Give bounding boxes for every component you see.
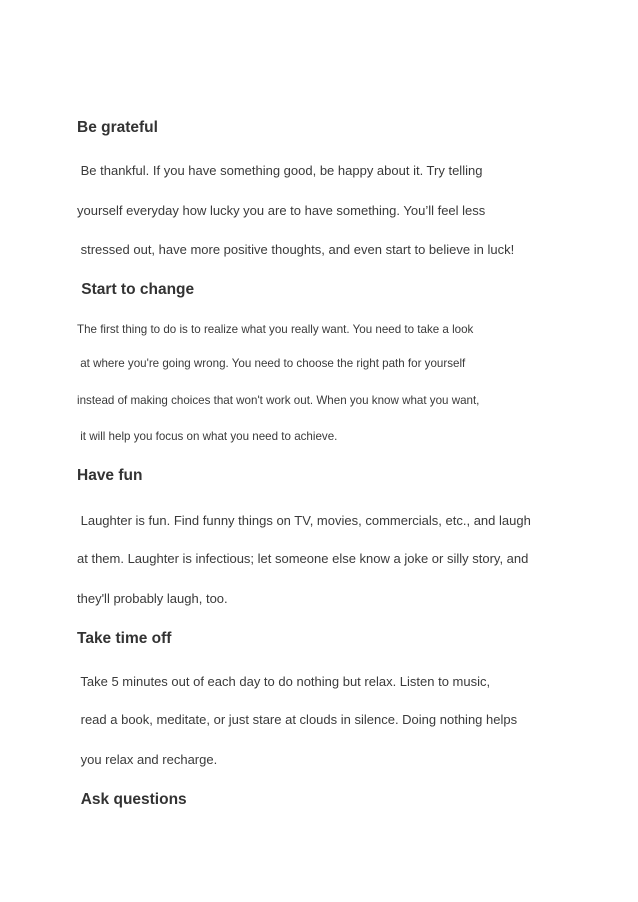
paragraph-line: Laughter is fun. Find funny things on TV, movies, commercials, etc., and laugh	[77, 513, 531, 528]
paragraph-line: it will help you focus on what you need to achieve.	[77, 430, 338, 443]
paragraph-line: Be thankful. If you have something good, be happy about it. Try telling	[77, 163, 483, 178]
paragraph-line: yourself everyday how lucky you are to have something. You’ll feel less	[77, 203, 486, 218]
section-heading: Be grateful	[77, 119, 158, 136]
paragraph-line: they'll probably laugh, too.	[77, 591, 228, 606]
paragraph-line: at where you're going wrong. You need to choose the right path for yourself	[77, 357, 466, 370]
paragraph-line: The first thing to do is to realize what you really want. You need to take a look	[77, 323, 474, 336]
paragraph-line: instead of making choices that won't work out. When you know what you want,	[77, 394, 480, 407]
section-heading: Start to change	[77, 281, 195, 298]
section-heading: Ask questions	[77, 791, 187, 808]
paragraph-line: stressed out, have more positive thoughts, and even start to believe in luck!	[77, 242, 515, 257]
section-heading: Have fun	[77, 467, 143, 484]
paragraph-line: at them. Laughter is infectious; let someone else know a joke or silly story, and	[77, 551, 529, 566]
paragraph-line: read a book, meditate, or just stare at clouds in silence. Doing nothing helps	[77, 712, 518, 727]
paragraph-line: you relax and recharge.	[77, 752, 218, 767]
paragraph-line: Take 5 minutes out of each day to do nothing but relax. Listen to music,	[77, 674, 491, 689]
section-heading: Take time off	[77, 630, 172, 647]
